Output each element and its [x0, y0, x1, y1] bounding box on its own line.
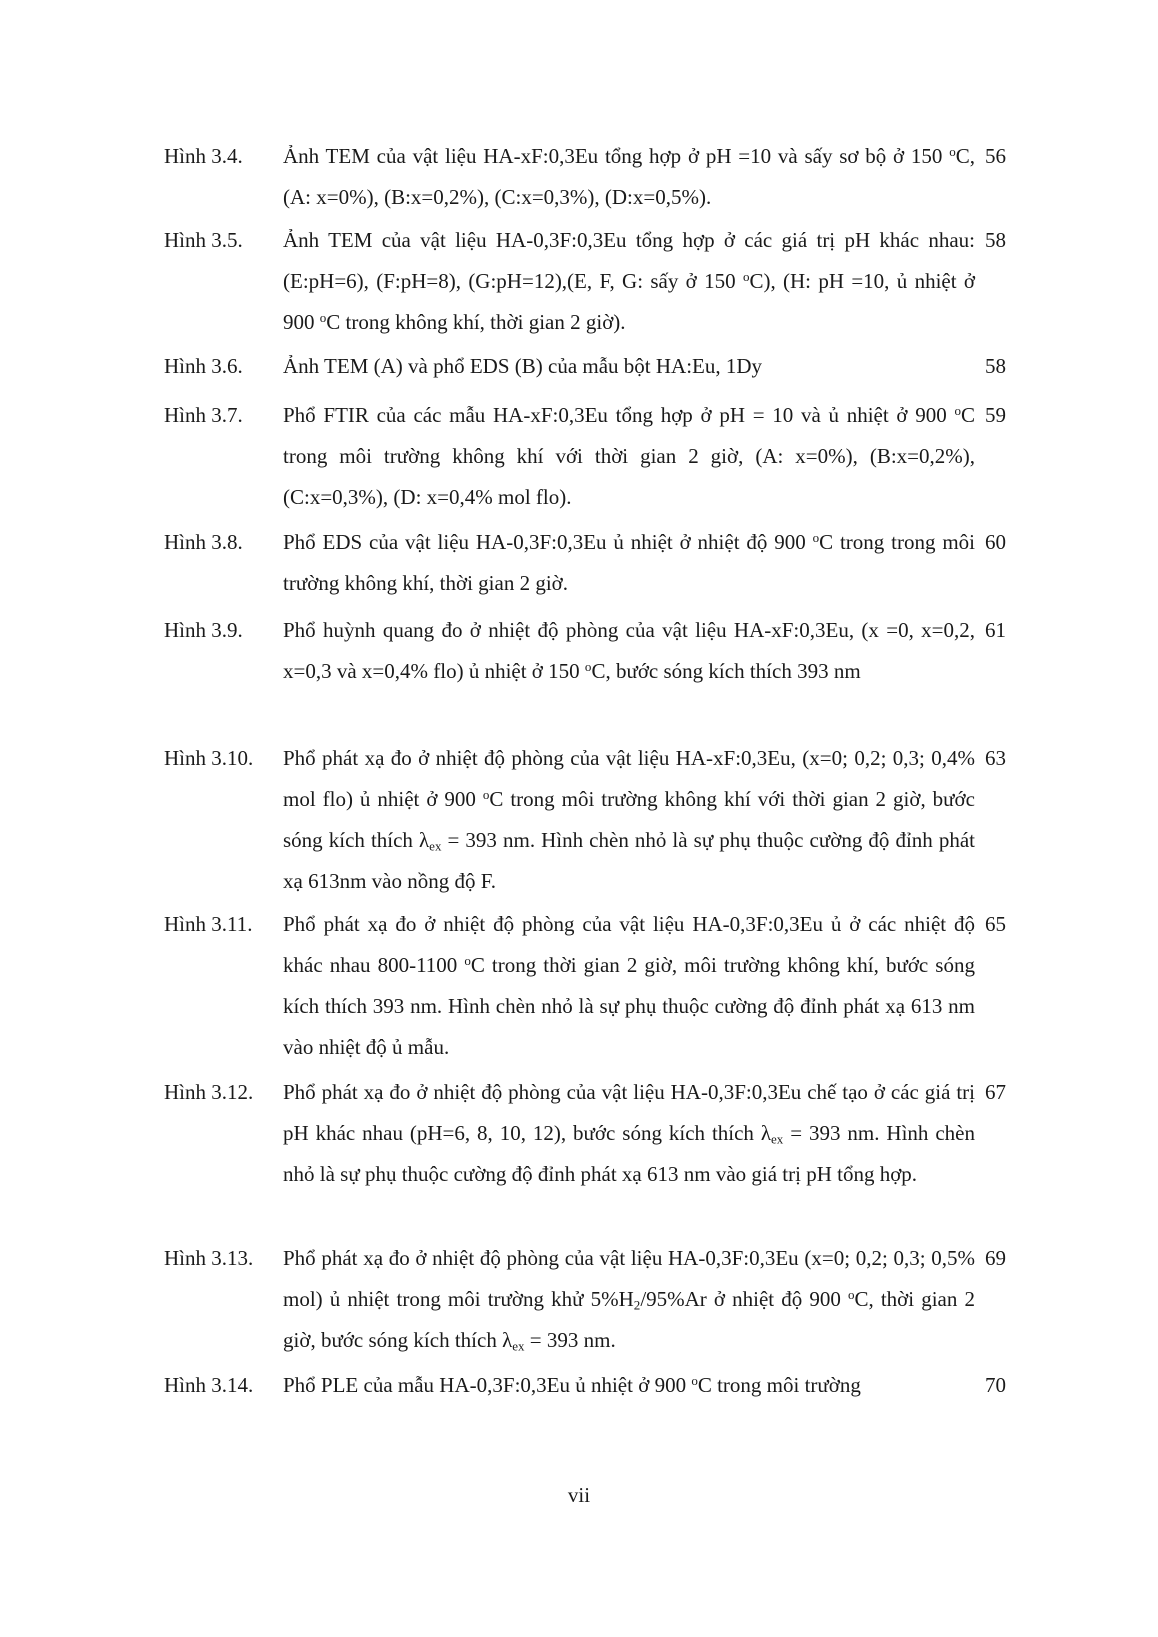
superscript: o [812, 529, 820, 545]
figure-page-number: 67 [985, 1080, 1006, 1104]
caption-text: Phổ FTIR của các mẫu HA-xF:0,3Eu tổng hợp ở pH = 10 và ủ nhiệt ở 900 [283, 403, 955, 427]
caption-text: C trong môi trường [697, 1373, 861, 1397]
figure-caption [283, 136, 975, 218]
figure-label: Hình 3.4. [164, 144, 243, 168]
figure-caption [283, 1238, 975, 1361]
caption-text: C trong thời gian 2 giờ, môi trường không khí, bước sóng kích thích 393 nm. Hình chèn nhỏ là sự phụ thuộc cường độ đỉnh phát xạ 613 nm vào nhiệt độ ủ mẫu. [283, 953, 975, 1059]
figure-caption [283, 738, 975, 902]
caption-text: C trong không khí, thời gian 2 giờ). [326, 310, 626, 334]
figure-caption [283, 904, 975, 1068]
superscript: o [584, 658, 592, 674]
superscript: o [949, 143, 956, 159]
figure-caption [283, 220, 975, 343]
superscript: o [319, 309, 327, 325]
figure-page-number: 59 [985, 403, 1006, 427]
figure-page-number: 61 [985, 618, 1006, 642]
subscript: 2 [633, 1297, 641, 1313]
caption-text: C trong trong môi trường không khí, thời gian 2 giờ. [283, 530, 975, 595]
figure-label: Hình 3.13. [164, 1246, 254, 1270]
caption-text: Phổ EDS của vật liệu HA-0,3F:0,3Eu ủ nhiệt ở nhiệt độ 900 [283, 530, 813, 554]
caption-text: Phổ phát xạ đo ở nhiệt độ phòng của vật liệu HA-0,3F:0,3Eu ủ ở các nhiệt độ khác nhau 800-1100 [283, 912, 975, 977]
caption-text: = 393 nm. Hình chèn nhỏ là sự phụ thuộc cường độ đỉnh phát xạ 613 nm vào giá trị pH tổng hợp. [283, 1121, 975, 1186]
superscript: o [847, 1286, 855, 1302]
caption-text: Ảnh TEM (A) và phổ EDS (B) của mẫu bột HA:Eu, 1Dy [283, 354, 763, 378]
caption-text: Ảnh TEM của vật liệu HA-0,3F:0,3Eu tổng hợp ở các giá trị pH khác nhau: (E:pH=6), (F:pH=8), (G:pH=12),(E, F, G: sấy ở 150 [283, 228, 975, 293]
figure-label: Hình 3.12. [164, 1080, 254, 1104]
figure-page-number: 58 [985, 228, 1006, 252]
superscript: o [742, 268, 750, 284]
caption-text: C), (H: pH =10, ủ nhiệt ở 900 [283, 269, 975, 334]
figure-page-number: 58 [985, 354, 1006, 378]
subscript: ex [771, 1131, 784, 1147]
caption-text: C, thời gian 2 giờ, bước sóng kích thích λ [283, 1287, 975, 1352]
figure-label: Hình 3.7. [164, 403, 243, 427]
caption-text: = 393 nm. [524, 1328, 616, 1352]
caption-text: C trong môi trường không khí với thời gian 2 giờ, (A: x=0%), (B:x=0,2%), (C:x=0,3%), (D: x=0,4% mol flo). [283, 403, 975, 509]
superscript: o [464, 952, 471, 968]
figure-page-number: 65 [985, 912, 1006, 936]
figure-page-number: 69 [985, 1246, 1006, 1270]
figure-label: Hình 3.6. [164, 354, 243, 378]
caption-text: Phổ phát xạ đo ở nhiệt độ phòng của vật liệu HA-0,3F:0,3Eu chế tạo ở các giá trị pH khác nhau (pH=6, 8, 10, 12), bước sóng kích thích λ [283, 1080, 975, 1145]
figure-label: Hình 3.10. [164, 746, 254, 770]
caption-text: C, (A: x=0%), (B:x=0,2%), (C:x=0,3%), (D:x=0,5%). [283, 144, 975, 209]
figure-label: Hình 3.8. [164, 530, 243, 554]
figure-caption [283, 1365, 975, 1406]
figure-caption [283, 395, 975, 518]
caption-text: Ảnh TEM của vật liệu HA-xF:0,3Eu tổng hợp ở pH =10 và sấy sơ bộ ở 150 [283, 144, 950, 168]
subscript: ex [429, 838, 442, 854]
figure-label: Hình 3.14. [164, 1373, 254, 1397]
figure-caption [283, 522, 975, 604]
caption-text: C, bước sóng kích thích 393 nm [591, 659, 861, 683]
figure-caption [283, 1072, 975, 1195]
superscript: o [954, 402, 961, 418]
caption-text: Phổ PLE của mẫu HA-0,3F:0,3Eu ủ nhiệt ở 900 [283, 1373, 692, 1397]
superscript: o [691, 1372, 698, 1388]
caption-text: /95%Ar ở nhiệt độ 900 [640, 1287, 848, 1311]
figure-page-number: 70 [985, 1373, 1006, 1397]
caption-text: Phổ phát xạ đo ở nhiệt độ phòng của vật liệu HA-xF:0,3Eu, (x=0; 0,2; 0,3; 0,4% mol flo) ủ nhiệt ở 900 [283, 746, 975, 811]
figure-label: Hình 3.9. [164, 618, 243, 642]
figure-label: Hình 3.5. [164, 228, 243, 252]
figure-page-number: 63 [985, 746, 1006, 770]
page-footer-number: vii [567, 1483, 591, 1507]
figure-page-number: 60 [985, 530, 1006, 554]
figure-page-number: 56 [985, 144, 1006, 168]
figure-label: Hình 3.11. [164, 912, 253, 936]
caption-text: = 393 nm. Hình chèn nhỏ là sự phụ thuộc cường độ đỉnh phát xạ 613nm vào nồng độ F. [283, 828, 975, 893]
caption-text: C trong môi trường không khí với thời gian 2 giờ, bước sóng kích thích λ [283, 787, 975, 852]
subscript: ex [512, 1338, 525, 1354]
figure-caption [283, 610, 975, 692]
caption-text: Phổ phát xạ đo ở nhiệt độ phòng của vật liệu HA-0,3F:0,3Eu (x=0; 0,2; 0,3; 0,5% mol) ủ nhiệt trong môi trường khử 5%H [283, 1246, 975, 1311]
superscript: o [482, 786, 490, 802]
figure-caption [283, 346, 975, 387]
caption-text: Phổ huỳnh quang đo ở nhiệt độ phòng của vật liệu HA-xF:0,3Eu, (x =0, x=0,2, x=0,3 và x=0,4% flo) ủ nhiệt ở 150 [283, 618, 975, 683]
